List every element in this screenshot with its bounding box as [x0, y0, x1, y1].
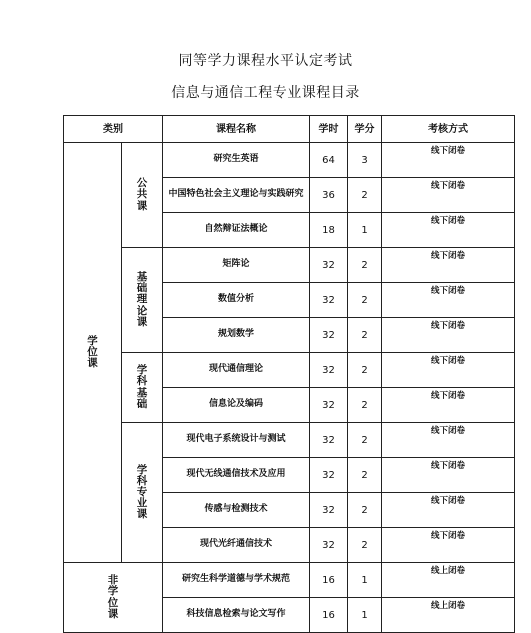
credits-cell: 1	[348, 563, 382, 598]
table-row	[64, 143, 515, 178]
table-row	[64, 248, 515, 283]
subcategory-cell	[122, 353, 163, 423]
credits-cell: 2	[348, 353, 382, 388]
hours-cell: 32	[310, 528, 348, 563]
hours-cell: 64	[310, 143, 348, 178]
table-row	[64, 563, 515, 598]
course-name-cell: 现代光纤通信技术	[163, 528, 310, 563]
subcategory-cell	[122, 423, 163, 563]
course-name-cell: 科技信息检索与论文写作	[163, 598, 310, 633]
exam-method-cell: 线下闭卷	[382, 213, 515, 248]
exam-method-cell: 线下闭卷	[382, 353, 515, 388]
hours-cell: 32	[310, 248, 348, 283]
header-category: 类别	[64, 116, 163, 143]
exam-method-cell: 线下闭卷	[382, 493, 515, 528]
hours-cell: 32	[310, 283, 348, 318]
course-name-cell: 传感与检测技术	[163, 493, 310, 528]
hours-cell: 32	[310, 423, 348, 458]
exam-method-cell: 线下闭卷	[382, 178, 515, 213]
category-cell-text: 非学位课	[107, 574, 119, 620]
subcategory-cell-text: 基础理论课	[136, 271, 148, 328]
exam-method-cell: 线下闭卷	[382, 248, 515, 283]
credits-cell: 3	[348, 143, 382, 178]
exam-method-cell: 线下闭卷	[382, 423, 515, 458]
course-name-cell: 现代电子系统设计与测试	[163, 423, 310, 458]
hours-cell: 18	[310, 213, 348, 248]
course-name-cell: 信息论及编码	[163, 388, 310, 423]
table-row	[64, 353, 515, 388]
header-exam: 考核方式	[382, 116, 515, 143]
course-name-cell: 现代通信理论	[163, 353, 310, 388]
document-subtitle: 信息与通信工程专业课程目录	[171, 85, 360, 101]
credits-cell: 2	[348, 458, 382, 493]
subcategory-cell	[122, 248, 163, 353]
course-name-cell: 研究生英语	[163, 143, 310, 178]
course-name-cell: 规划数学	[163, 318, 310, 353]
category-cell-text: 学位课	[87, 334, 98, 369]
credits-cell: 2	[348, 318, 382, 353]
hours-cell: 32	[310, 388, 348, 423]
course-name-cell: 研究生科学道德与学术规范	[163, 563, 310, 598]
hours-cell: 32	[310, 493, 348, 528]
hours-cell: 16	[310, 563, 348, 598]
hours-cell: 16	[310, 598, 348, 633]
exam-method-cell: 线上闭卷	[382, 563, 515, 598]
table-header-row	[64, 116, 515, 143]
category-cell	[64, 143, 122, 563]
credits-cell: 2	[348, 493, 382, 528]
course-name-cell: 现代无线通信技术及应用	[163, 458, 310, 493]
exam-method-cell: 线下闭卷	[382, 458, 515, 493]
credits-cell: 1	[348, 598, 382, 633]
credits-cell: 2	[348, 248, 382, 283]
hours-cell: 32	[310, 353, 348, 388]
credits-cell: 2	[348, 283, 382, 318]
exam-method-cell: 线下闭卷	[382, 528, 515, 563]
exam-method-cell: 线下闭卷	[382, 143, 515, 178]
table-row	[64, 423, 515, 458]
document-title: 同等学力课程水平认定考试	[178, 53, 353, 69]
exam-method-cell: 线上闭卷	[382, 598, 515, 633]
course-name-cell: 自然辩证法概论	[163, 213, 310, 248]
credits-cell: 2	[348, 178, 382, 213]
course-name-cell: 中国特色社会主义理论与实践研究	[163, 178, 310, 213]
course-name-cell: 矩阵论	[163, 248, 310, 283]
table-body	[64, 143, 515, 633]
course-name-cell: 数值分析	[163, 283, 310, 318]
category-cell	[64, 563, 163, 633]
header-course: 课程名称	[163, 116, 310, 143]
credits-cell: 2	[348, 528, 382, 563]
subcategory-cell-text: 学科专业课	[136, 463, 148, 521]
header-credits: 学分	[348, 116, 382, 143]
subcategory-cell-text: 学科基础	[136, 364, 148, 410]
course-table	[63, 115, 515, 633]
exam-method-cell: 线下闭卷	[382, 388, 515, 423]
subcategory-cell-text: 公共课	[136, 177, 148, 212]
credits-cell: 1	[348, 213, 382, 248]
header-hours: 学时	[310, 116, 348, 143]
exam-method-cell: 线下闭卷	[382, 283, 515, 318]
hours-cell: 36	[310, 178, 348, 213]
exam-method-cell: 线下闭卷	[382, 318, 515, 353]
credits-cell: 2	[348, 423, 382, 458]
hours-cell: 32	[310, 318, 348, 353]
subcategory-cell	[122, 143, 163, 248]
hours-cell: 32	[310, 458, 348, 493]
credits-cell: 2	[348, 388, 382, 423]
